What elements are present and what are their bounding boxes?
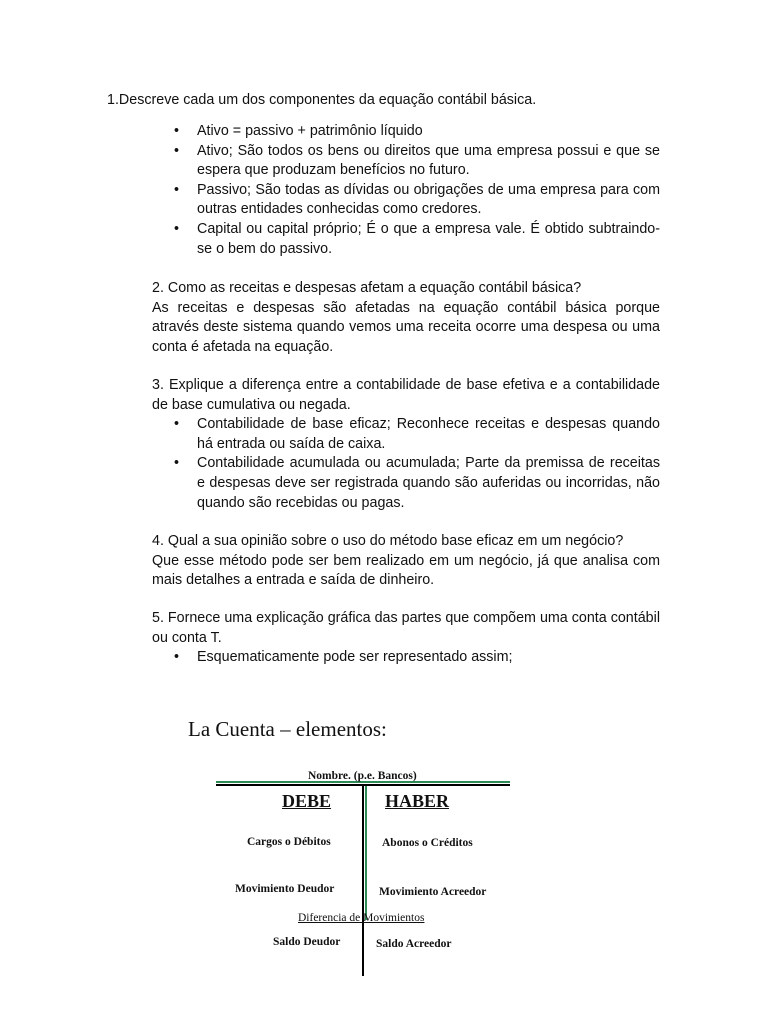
bullet-icon: •	[174, 220, 180, 237]
debit-balance-label: Saldo Deudor	[273, 936, 341, 948]
list-item: • Capital ou capital próprio; É o que a empresa vale. É obtido subtraindo-se o bem do passivo.	[174, 220, 660, 257]
list-item: • Contabilidade acumulada ou acumulada; Parte da premissa de receitas e despesas deve ser registrada quando são auferidas ou incorridas, não quando são recebidas ou pagas.	[174, 455, 660, 511]
bullet-icon: •	[174, 123, 180, 139]
credit-balance-label: Saldo Acreedor	[376, 938, 452, 950]
t-account-diagram	[186, 717, 526, 980]
list-item: • Passivo; São todas as dívidas ou obrigações de uma empresa para com outras entidades conhecidas como credores.	[174, 181, 660, 218]
question-2-title: 2. Como as receitas e despesas afetam a equação contábil básica?	[152, 280, 582, 296]
bullet-icon: •	[174, 649, 180, 666]
debit-charges-label: Cargos o Débitos	[247, 836, 331, 848]
question-2	[152, 279, 660, 357]
t-account-lines	[186, 717, 526, 980]
question-4	[152, 532, 660, 591]
question-1-list	[152, 122, 660, 259]
list-item: • Esquematicamente pode ser representado assim;	[152, 648, 660, 668]
list-item: • Ativo = passivo + patrimônio líquido	[152, 122, 660, 142]
debit-header: DEBE	[282, 791, 332, 811]
credit-movement-label: Movimiento Acreedor	[379, 886, 487, 898]
list-item: • Ativo; São todos os bens ou direitos que uma empresa possui e que se espera que produzam benefícios no futuro.	[174, 142, 660, 179]
bullet-icon: •	[174, 181, 180, 198]
question-4-title: 4. Qual a sua opinião sobre o uso do método base eficaz em um negócio?	[152, 533, 624, 549]
question-4-answer: Que esse método pode ser bem realizado em um negócio, já que analisa com mais detalhes a entrada e saída de dinheiro.	[152, 552, 660, 589]
question-3-list	[152, 415, 660, 513]
list-item: • Contabilidade de base eficaz; Reconhece receitas e despesas quando há entrada ou saída de caixa.	[174, 416, 660, 452]
bullet-icon: •	[174, 416, 180, 433]
credit-charges-label: Abonos o Créditos	[382, 837, 473, 849]
question-5-list	[152, 648, 660, 668]
question-1-title: 1.Descreve cada um dos componentes da equação contábil básica.	[107, 92, 537, 108]
question-3	[152, 376, 660, 513]
diagram-title: La Cuenta – elementos:	[188, 717, 387, 741]
account-name-label: Nombre. (p.e. Bancos)	[308, 770, 417, 782]
question-3-title: 3. Explique a diferença entre a contabilidade de base efetiva e a contabilidade de base cumulativa ou negada.	[152, 377, 660, 413]
bullet-icon: •	[174, 455, 180, 472]
question-5	[152, 609, 660, 668]
question-2-answer: As receitas e despesas são afetadas na equação contábil básica porque através deste sistema quando vemos uma receita ocorre uma despesa ou uma conta é afetada na equação.	[152, 299, 660, 355]
question-5-title: 5. Fornece uma explicação gráfica das partes que compõem uma conta contábil ou conta T.	[152, 610, 660, 646]
debit-movement-label: Movimiento Deudor	[235, 883, 335, 895]
credit-header: HABER	[385, 791, 450, 811]
bullet-icon: •	[174, 142, 180, 159]
difference-label: Diferencia de Movimientos	[298, 912, 425, 924]
